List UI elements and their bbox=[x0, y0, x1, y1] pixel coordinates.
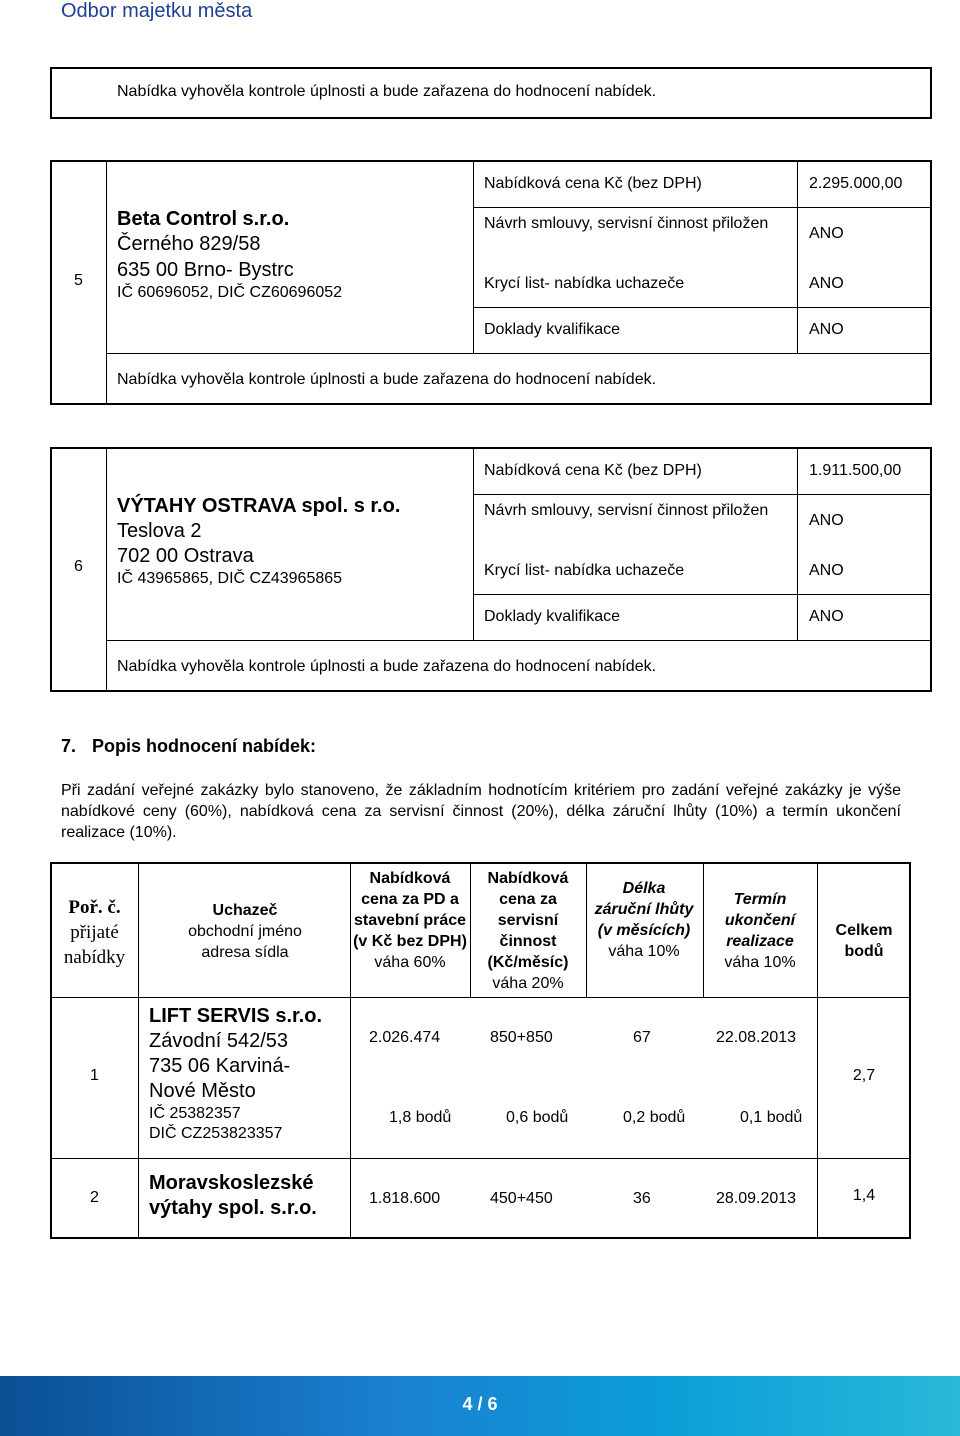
header-price-title: Nabídková cena za PD a stavební práce (v Kč bez DPH) bbox=[353, 870, 467, 950]
top-note: Nabídka vyhověla kontrole úplnosti a bude zařazena do hodnocení nabídek. bbox=[117, 83, 657, 100]
bid-5-ids: IČ 60696052, DIČ CZ60696052 bbox=[117, 284, 343, 301]
bid-5-row-value: ANO bbox=[809, 225, 844, 242]
row-1-warranty: 67 bbox=[633, 1029, 651, 1046]
header-service-weight: váha 20% bbox=[492, 975, 564, 992]
row-1-name: LIFT SERVIS s.r.o. bbox=[149, 1005, 323, 1027]
row-2-service: 450+450 bbox=[490, 1190, 553, 1207]
bid-5-row-value: 2.295.000,00 bbox=[809, 175, 903, 192]
row-2-number: 2 bbox=[90, 1189, 99, 1206]
bid-5-row-label: Nabídková cena Kč (bez DPH) bbox=[484, 175, 702, 192]
section-paragraph: Při zadání veřejné zakázky bylo stanoveno, že základním hodnotícím kritériem pro zadání veřejné zakázky je výše nabídkové ceny (60%), nabídková cena za servisní činnost (20%), délka záruční lhůty (10%) a termín ukončení realizace (10%). bbox=[61, 782, 901, 841]
row-2-price: 1.818.600 bbox=[369, 1190, 441, 1207]
row-1-term-points: 0,1 bodů bbox=[740, 1109, 803, 1126]
bid-6-ids: IČ 43965865, DIČ CZ43965865 bbox=[117, 570, 343, 587]
header-bidder-subtitle: obchodní jméno adresa sídla bbox=[188, 923, 302, 961]
bid-6-row-value: ANO bbox=[809, 562, 844, 579]
bid-6-row-value: ANO bbox=[809, 512, 844, 529]
bid-6-address1: Teslova 2 bbox=[117, 520, 202, 542]
row-1-price: 2.026.474 bbox=[369, 1029, 441, 1046]
header-term bbox=[710, 889, 810, 973]
bid-5-row-label: Krycí list- nabídka uchazeče bbox=[484, 275, 685, 292]
bid-6-name: VÝTAHY OSTRAVA spol. s r.o. bbox=[117, 495, 401, 517]
header-term-weight: váha 10% bbox=[724, 954, 796, 971]
row-1-number: 1 bbox=[90, 1067, 99, 1084]
bid-6-number: 6 bbox=[74, 558, 83, 575]
header-order-subtitle: přijaté nabídky bbox=[63, 922, 126, 968]
bid-5-address1: Černého 829/58 bbox=[117, 233, 261, 255]
header-service-title: Nabídková cena za servisní činnost (Kč/měsíc) bbox=[487, 870, 569, 971]
row-2-term: 28.09.2013 bbox=[716, 1190, 797, 1207]
row-1-total: 2,7 bbox=[852, 1067, 876, 1084]
row-1-service: 850+850 bbox=[490, 1029, 553, 1046]
bid-5-name: Beta Control s.r.o. bbox=[117, 208, 290, 230]
bid-6-row-label: Krycí list- nabídka uchazeče bbox=[484, 562, 685, 579]
header-warranty-weight: váha 10% bbox=[608, 943, 680, 960]
page-number: 4 / 6 bbox=[462, 1394, 498, 1414]
header-warranty-title: Délka záruční lhůty (v měsících) bbox=[594, 880, 694, 939]
bid-5-address2: 635 00 Brno- Bystrc bbox=[117, 259, 294, 281]
row-1-dic: DIČ CZ253823357 bbox=[149, 1125, 283, 1142]
bid-6-row-label: Doklady kvalifikace bbox=[484, 608, 621, 625]
header-price bbox=[352, 868, 468, 973]
bid-6-note: Nabídka vyhověla kontrole úplnosti a bude zařazena do hodnocení nabídek. bbox=[117, 658, 657, 675]
section-title: Popis hodnocení nabídek: bbox=[92, 736, 317, 756]
bid-6-address2: 702 00 Ostrava bbox=[117, 545, 254, 567]
bid-5-number: 5 bbox=[74, 272, 83, 289]
row-2-name-line1: Moravskoslezské bbox=[149, 1172, 314, 1194]
row-1-bidder bbox=[149, 1004, 349, 1144]
bid-6-row-value: 1.911.500,00 bbox=[809, 462, 902, 479]
row-2-bidder bbox=[149, 1171, 349, 1221]
row-1-address2: 735 06 Karviná- bbox=[149, 1055, 291, 1077]
row-2-warranty: 36 bbox=[633, 1190, 651, 1207]
bid-6-row-label: Návrh smlouvy, servisní činnost přiložen bbox=[484, 502, 769, 519]
row-1-address1: Závodní 542/53 bbox=[149, 1030, 288, 1052]
bid-5-row-label: Doklady kvalifikace bbox=[484, 321, 621, 338]
row-1-price-points: 1,8 bodů bbox=[389, 1109, 452, 1126]
header-warranty bbox=[594, 878, 694, 962]
header-bidder bbox=[175, 900, 315, 963]
header-term-title: Termín ukončení realizace bbox=[724, 891, 796, 950]
bid-5-row-value: ANO bbox=[809, 275, 844, 292]
section-number: 7. bbox=[61, 736, 77, 756]
row-1-service-points: 0,6 bodů bbox=[506, 1109, 569, 1126]
row-2-total: 1,4 bbox=[852, 1187, 876, 1204]
row-1-warranty-points: 0,2 bodů bbox=[623, 1109, 686, 1126]
header-service bbox=[472, 868, 584, 994]
header-order bbox=[51, 895, 138, 970]
header-total: Celkem bodů bbox=[835, 922, 893, 960]
bid-5-row-value: ANO bbox=[809, 321, 844, 338]
header-order-title: Poř. č. bbox=[68, 897, 121, 918]
bid-6-row-label: Nabídková cena Kč (bez DPH) bbox=[484, 462, 702, 479]
row-1-ic: IČ 25382357 bbox=[149, 1105, 241, 1122]
bid-5-note: Nabídka vyhověla kontrole úplnosti a bude zařazena do hodnocení nabídek. bbox=[117, 371, 657, 388]
row-1-address3: Nové Město bbox=[149, 1080, 256, 1102]
row-1-term: 22.08.2013 bbox=[716, 1029, 797, 1046]
header-bidder-title: Uchazeč bbox=[212, 902, 278, 919]
bid-5-row-label: Návrh smlouvy, servisní činnost přiložen bbox=[484, 215, 769, 232]
header-price-weight: váha 60% bbox=[374, 954, 446, 971]
page-header-title: Odbor majetku města bbox=[61, 0, 253, 22]
row-2-name-line2: výtahy spol. s.r.o. bbox=[149, 1197, 317, 1219]
bid-6-row-value: ANO bbox=[809, 608, 844, 625]
